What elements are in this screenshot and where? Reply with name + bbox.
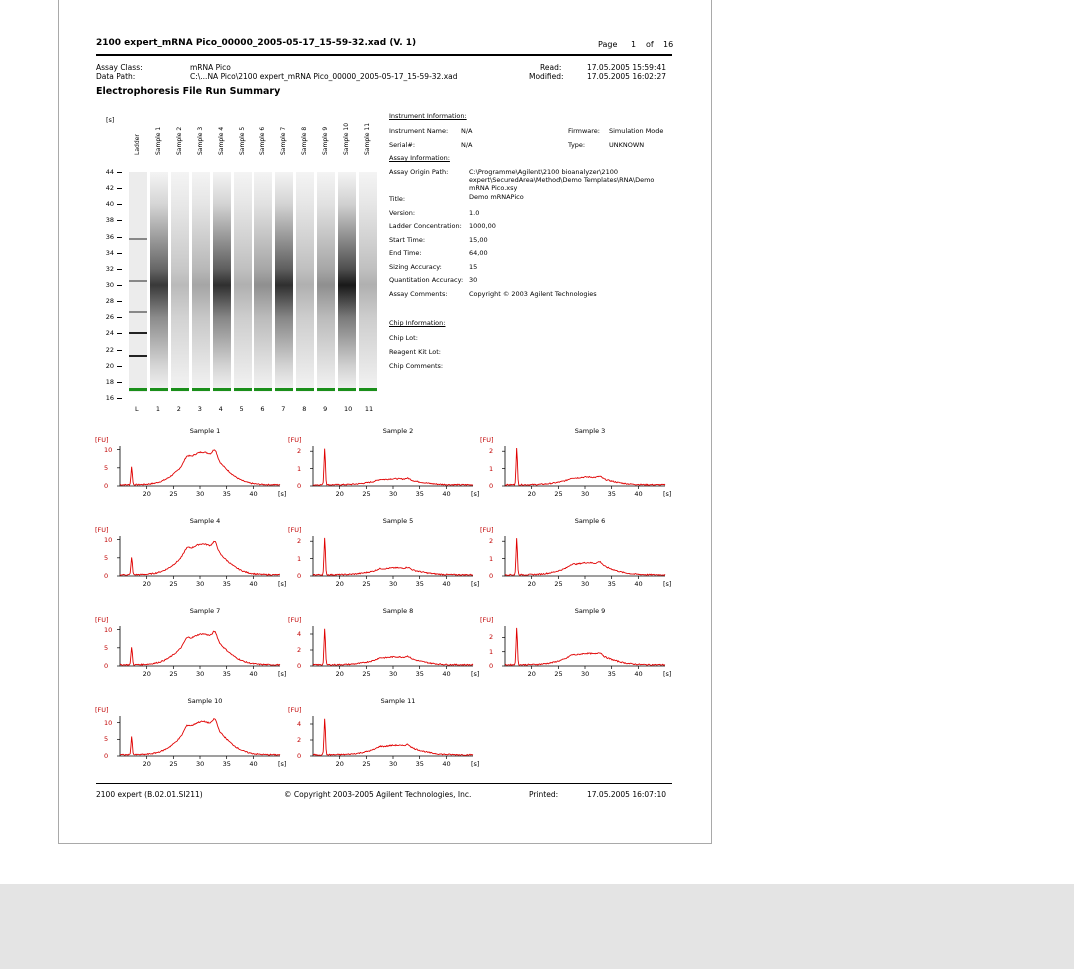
gel-y-tick: [117, 220, 122, 221]
gel-y-tick: [117, 382, 122, 383]
page-number: 1: [631, 40, 637, 49]
gel-lane-label: Sample 3: [196, 126, 204, 155]
gel-lane-id: 2: [176, 405, 181, 413]
gel-y-tick-label: 38: [105, 216, 114, 225]
plot-y-tick-label: 0: [104, 482, 109, 490]
footer-copyright: © Copyright 2003-2005 Agilent Technologies, Inc.: [284, 790, 472, 799]
plot-x-tick-label: 35: [222, 490, 231, 498]
plot-x-tick-label: 40: [249, 490, 258, 498]
electropherogram-plot: [503, 626, 667, 672]
plot-y-tick-label: 0: [489, 572, 494, 580]
type-value: UNKNOWN: [609, 141, 645, 149]
plot-x-tick-label: 25: [554, 670, 563, 678]
plot-x-unit: [s]: [663, 490, 672, 498]
page-label: Page: [598, 40, 618, 49]
version-value: 1.0: [469, 209, 480, 217]
origin-value: C:\Programme\Agilent\2100 bioanalyzer\2100 expert\SecuredArea\Method\Demo Templates\RNA\Demo mRNA Pico.xsy: [469, 168, 655, 192]
plot-trace: [313, 449, 473, 486]
plot-y-tick-label: 1: [489, 647, 494, 656]
plot-x-tick-label: 20: [335, 490, 344, 498]
plot-x-tick-label: 20: [335, 580, 344, 588]
gel-lane-label: Sample 8: [301, 126, 309, 155]
plot-y-tick-label: 10: [104, 718, 113, 727]
plot-x-unit: [s]: [278, 490, 287, 498]
plot-x-tick-label: 20: [335, 760, 344, 768]
electropherogram-plot: [118, 536, 282, 582]
plot-y-tick-label: 4: [297, 630, 302, 638]
gel-lane: [317, 172, 335, 392]
plot-x-tick-label: 30: [581, 670, 590, 678]
plot-title: Sample 6: [574, 517, 606, 525]
sizing-label: Sizing Accuracy:: [389, 263, 442, 271]
plot-trace: [313, 719, 473, 756]
plot-y-tick-label: 4: [297, 720, 302, 728]
plot-x-tick-label: 40: [442, 670, 451, 678]
gel-marker-band: [192, 388, 210, 391]
quant-value: 30: [469, 276, 478, 284]
plot-axes: [505, 446, 665, 486]
plot-title: Sample 1: [189, 427, 221, 435]
plot-trace: [313, 538, 473, 575]
footer-printed-label: Printed:: [529, 790, 559, 799]
ladder-conc-label: Ladder Concentration:: [389, 222, 462, 230]
plot-axes: [313, 716, 473, 756]
plot-y-tick-label: 0: [104, 752, 109, 760]
gel-lane-label: Sample 10: [343, 122, 350, 155]
gel-lane-id: 7: [281, 405, 286, 413]
gel-lane: [234, 172, 252, 392]
gel-marker-band: [254, 388, 272, 391]
gel-lane: [150, 172, 168, 392]
electropherogram-plot: [118, 626, 282, 672]
title-value: Demo mRNAPico: [469, 193, 524, 201]
gel-y-tick-label: 18: [105, 377, 114, 386]
plot-x-tick-label: 40: [634, 490, 643, 498]
gel-lane-label: Sample 9: [322, 126, 330, 155]
page-of: of: [646, 40, 654, 49]
plot-title: Sample 5: [382, 517, 414, 525]
plot-y-tick-label: 10: [104, 535, 113, 544]
assay-comments-value: Copyright © 2003 Agilent Technologies: [469, 290, 597, 298]
ladder-band: [129, 238, 147, 240]
plot-trace: [120, 541, 280, 575]
plot-x-tick-label: 30: [389, 490, 398, 498]
page-total: 16: [663, 40, 674, 49]
gel-lane-id: 1: [155, 405, 161, 413]
gel-lane-id: 5: [239, 405, 244, 413]
gel-y-tick-label: 32: [105, 264, 114, 273]
plot-x-tick-label: 30: [389, 760, 398, 768]
plot-y-unit: [FU]: [95, 526, 109, 534]
plot-x-tick-label: 30: [389, 670, 398, 678]
plot-y-tick-label: 0: [104, 572, 109, 580]
plot-x-tick-label: 25: [362, 670, 371, 678]
gel-lane-label: Sample 4: [217, 126, 225, 155]
plot-x-tick-label: 25: [554, 580, 563, 588]
end-time-value: 64,00: [469, 249, 488, 257]
quant-label: Quantitation Accuracy:: [389, 276, 464, 284]
plot-x-unit: [s]: [663, 580, 672, 588]
plot-y-tick-label: 2: [489, 633, 494, 642]
plot-y-tick-label: 1: [297, 554, 302, 563]
plot-y-tick-label: 5: [104, 463, 109, 472]
version-label: Version:: [389, 209, 416, 217]
plot-y-tick-label: 0: [297, 482, 302, 490]
gel-lane-label: Sample 5: [238, 126, 246, 155]
chip-lot-label: Chip Lot:: [389, 334, 418, 342]
plot-title: Sample 2: [382, 427, 414, 435]
plot-x-tick-label: 20: [335, 670, 344, 678]
plot-x-tick-label: 20: [142, 760, 151, 768]
viewer-bottom-band: [0, 884, 1074, 969]
plot-y-tick-label: 0: [297, 572, 302, 580]
plot-y-tick-label: 2: [297, 537, 302, 546]
plot-x-tick-label: 30: [389, 580, 398, 588]
plot-x-tick-label: 20: [527, 670, 536, 678]
gel-y-tick: [117, 301, 122, 302]
plot-x-tick-label: 40: [442, 490, 451, 498]
gel-lane: [213, 172, 231, 392]
plot-axes: [505, 626, 665, 666]
serial-value: N/A: [461, 141, 473, 149]
plot-x-tick-label: 40: [249, 580, 258, 588]
plot-y-unit: [FU]: [288, 526, 302, 534]
plot-x-unit: [s]: [278, 580, 287, 588]
plot-y-tick-label: 0: [489, 662, 494, 670]
plot-trace: [313, 629, 473, 666]
ladder-band: [129, 311, 147, 313]
plot-x-unit: [s]: [471, 670, 480, 678]
plot-x-tick-label: 20: [142, 580, 151, 588]
gel-y-tick-label: 30: [105, 281, 114, 289]
plot-x-unit: [s]: [471, 490, 480, 498]
end-time-label: End Time:: [389, 249, 422, 257]
header-rule: [96, 54, 672, 56]
gel-y-tick: [117, 237, 122, 238]
plot-trace: [505, 628, 665, 665]
instrument-name-label: Instrument Name:: [389, 127, 449, 135]
firmware-label: Firmware:: [568, 127, 600, 135]
gel-y-tick-label: 20: [105, 361, 114, 370]
firmware-value: Simulation Mode: [609, 127, 664, 135]
plot-x-tick-label: 35: [607, 580, 616, 588]
plot-x-tick-label: 20: [142, 670, 151, 678]
plot-y-tick-label: 2: [489, 537, 494, 546]
plot-x-tick-label: 25: [169, 760, 178, 768]
plot-y-tick-label: 2: [297, 646, 302, 654]
plot-y-tick-label: 1: [489, 554, 494, 563]
plot-y-tick-label: 10: [104, 625, 113, 634]
gel-y-tick: [117, 172, 122, 173]
gel-y-tick-label: 40: [105, 200, 114, 209]
gel-lane: [359, 172, 377, 392]
plot-y-unit: [FU]: [480, 616, 494, 624]
gel-y-tick: [117, 204, 122, 205]
plot-x-tick-label: 40: [442, 580, 451, 588]
gel-y-unit: [s]: [106, 116, 115, 124]
modified-value: 17.05.2005 16:02:27: [587, 72, 667, 81]
plot-x-tick-label: 20: [527, 490, 536, 498]
plot-x-tick-label: 25: [362, 490, 371, 498]
gel-marker-band: [129, 388, 147, 391]
plot-y-tick-label: 5: [104, 553, 109, 562]
serial-label: Serial#:: [389, 141, 416, 149]
plot-x-tick-label: 20: [142, 490, 151, 498]
gel-marker-band: [213, 388, 231, 391]
plot-x-unit: [s]: [471, 580, 480, 588]
gel-y-tick-label: 22: [105, 345, 114, 354]
plot-x-tick-label: 35: [415, 580, 424, 588]
gel-lane-id: 6: [260, 405, 265, 413]
plot-y-tick-label: 0: [104, 662, 109, 670]
gel-y-tick: [117, 188, 122, 189]
plot-x-tick-label: 25: [169, 490, 178, 498]
plot-trace: [505, 448, 665, 485]
plot-title: Sample 4: [189, 517, 221, 525]
plot-x-tick-label: 35: [222, 760, 231, 768]
plot-title: Sample 7: [189, 607, 221, 615]
plot-x-tick-label: 40: [634, 580, 643, 588]
gel-marker-band: [296, 388, 314, 391]
plot-x-tick-label: 30: [581, 580, 590, 588]
plot-x-tick-label: 30: [581, 490, 590, 498]
plot-trace: [120, 631, 280, 665]
plot-x-tick-label: 25: [169, 670, 178, 678]
sizing-value: 15: [469, 263, 478, 271]
electropherogram-plot: [503, 536, 667, 582]
gel-y-tick-label: 26: [105, 313, 114, 322]
gel-y-tick-label: 28: [105, 297, 114, 306]
plot-y-tick-label: 1: [489, 464, 494, 473]
gel-lane-id: L: [135, 405, 139, 413]
plot-y-tick-label: 5: [104, 643, 109, 652]
plot-y-unit: [FU]: [95, 616, 109, 624]
gel-lane-id: 8: [302, 405, 307, 413]
gel-y-tick-label: 24: [105, 329, 114, 338]
gel-lane-label: Sample 2: [175, 126, 183, 155]
section-title: Electrophoresis File Run Summary: [96, 86, 281, 97]
instrument-name-value: N/A: [461, 127, 473, 135]
gel-y-tick: [117, 317, 122, 318]
plot-x-tick-label: 30: [196, 490, 205, 498]
ladder-conc-value: 1000,00: [469, 222, 496, 230]
assay-class-label: Assay Class:: [96, 63, 143, 72]
plot-x-tick-label: 35: [607, 670, 616, 678]
title-label: Title:: [389, 195, 406, 203]
electropherogram-plot: [118, 446, 282, 492]
plot-x-tick-label: 30: [196, 670, 205, 678]
gel-lane-label: Ladder: [134, 134, 141, 155]
plot-x-tick-label: 35: [607, 490, 616, 498]
plot-x-unit: [s]: [471, 760, 480, 768]
plot-axes: [313, 446, 473, 486]
electropherogram-plot: [311, 626, 475, 672]
plot-x-tick-label: 30: [196, 760, 205, 768]
plot-x-tick-label: 25: [554, 490, 563, 498]
gel-y-tick-label: 44: [105, 168, 114, 176]
plot-axes: [120, 446, 280, 486]
plot-axes: [313, 536, 473, 576]
plot-x-tick-label: 35: [222, 670, 231, 678]
plot-x-tick-label: 25: [362, 760, 371, 768]
start-time-value: 15,00: [469, 236, 488, 244]
plot-x-tick-label: 30: [196, 580, 205, 588]
plot-x-tick-label: 35: [222, 580, 231, 588]
modified-label: Modified:: [529, 72, 564, 81]
gel-y-tick-label: 16: [105, 394, 114, 402]
assay-heading: Assay Information:: [389, 154, 450, 162]
plot-y-tick-label: 0: [489, 482, 494, 490]
origin-label: Assay Origin Path:: [389, 168, 449, 176]
plot-y-unit: [FU]: [288, 616, 302, 624]
plot-y-unit: [FU]: [288, 706, 302, 714]
gel-lane-id: 11: [364, 405, 374, 413]
plot-y-unit: [FU]: [480, 436, 494, 444]
gel-y-tick: [117, 269, 122, 270]
gel-marker-band: [359, 388, 377, 391]
plot-x-tick-label: 40: [249, 760, 258, 768]
plot-x-unit: [s]: [278, 670, 287, 678]
electropherogram-plot: [311, 536, 475, 582]
plot-trace: [120, 450, 280, 485]
electropherogram-plot: [503, 446, 667, 492]
data-path-value: C:\...NA Pico\2100 expert_mRNA Pico_00000_2005-05-17_15-59-32.xad: [190, 72, 458, 81]
electropherogram-plot: [311, 446, 475, 492]
gel-marker-band: [338, 388, 356, 391]
read-value: 17.05.2005 15:59:41: [587, 63, 667, 72]
read-label: Read:: [540, 63, 562, 72]
gel-marker-band: [150, 388, 168, 391]
gel-marker-band: [317, 388, 335, 391]
plot-x-tick-label: 35: [415, 490, 424, 498]
plot-y-unit: [FU]: [288, 436, 302, 444]
plot-x-tick-label: 35: [415, 670, 424, 678]
plot-y-unit: [FU]: [95, 706, 109, 714]
gel-lane-label: Sample 7: [280, 126, 288, 155]
reagent-lot-label: Reagent Kit Lot:: [389, 348, 441, 356]
plot-x-unit: [s]: [278, 760, 287, 768]
gel-y-tick-label: 34: [105, 248, 114, 257]
plot-y-tick-label: 2: [297, 447, 302, 456]
gel-lane: [254, 172, 272, 392]
footer-software: 2100 expert (B.02.01.SI211): [96, 790, 203, 799]
type-label: Type:: [568, 141, 586, 149]
ladder-band: [129, 332, 147, 334]
assay-comments-label: Assay Comments:: [389, 290, 448, 298]
plot-x-tick-label: 20: [527, 580, 536, 588]
plot-trace: [505, 538, 665, 575]
plot-axes: [120, 626, 280, 666]
gel-y-tick: [117, 253, 122, 254]
gel-marker-band: [275, 388, 293, 391]
gel-y-tick-label: 36: [105, 232, 114, 241]
plot-y-tick-label: 0: [297, 752, 302, 760]
plot-x-tick-label: 25: [362, 580, 371, 588]
gel-y-tick: [117, 398, 122, 399]
chip-heading: Chip Information:: [389, 319, 446, 327]
gel-marker-band: [171, 388, 189, 391]
gel-lane-id: 4: [218, 405, 223, 413]
gel-lane-label: Sample 6: [259, 126, 267, 155]
plot-y-unit: [FU]: [95, 436, 109, 444]
gel-lane-id: 3: [197, 405, 202, 413]
start-time-label: Start Time:: [389, 236, 426, 244]
footer-rule: [96, 783, 672, 784]
gel-lane-id: 10: [344, 405, 353, 413]
plot-y-tick-label: 2: [297, 736, 302, 744]
data-path-label: Data Path:: [96, 72, 136, 81]
electropherogram-plot: [311, 716, 475, 762]
plot-x-tick-label: 25: [169, 580, 178, 588]
plot-x-tick-label: 35: [415, 760, 424, 768]
gel-y-tick: [117, 333, 122, 334]
gel-lane: [338, 172, 356, 392]
ladder-band: [129, 355, 147, 357]
plot-axes: [313, 626, 473, 666]
instrument-heading: Instrument Information:: [389, 112, 467, 120]
plot-y-unit: [FU]: [480, 526, 494, 534]
gel-lane-label: Sample 11: [363, 122, 371, 155]
file-title: 2100 expert_mRNA Pico_00000_2005-05-17_15-59-32.xad (V. 1): [96, 38, 417, 48]
plot-axes: [505, 536, 665, 576]
plot-x-tick-label: 40: [634, 670, 643, 678]
gel-lane: [296, 172, 314, 392]
gel-y-tick: [117, 350, 122, 351]
gel-y-tick: [117, 285, 122, 286]
gel-lane: [275, 172, 293, 392]
plot-x-tick-label: 40: [249, 670, 258, 678]
gel-y-tick: [117, 366, 122, 367]
ladder-band: [129, 280, 147, 282]
plot-y-tick-label: 2: [489, 447, 494, 456]
plot-title: Sample 8: [382, 607, 414, 615]
plot-title: Sample 10: [187, 697, 223, 705]
assay-class-value: mRNA Pico: [190, 63, 231, 72]
plot-title: Sample 3: [574, 427, 606, 435]
gel-lane-id: 9: [323, 405, 328, 413]
plot-title: Sample 9: [574, 607, 606, 615]
gel-lane: [192, 172, 210, 392]
gel-marker-band: [234, 388, 252, 391]
gel-lane-label: Sample 1: [154, 126, 162, 155]
plot-y-tick-label: 1: [297, 464, 302, 473]
electropherogram-plot: [118, 716, 282, 762]
plot-trace: [120, 719, 280, 756]
chip-comments-label: Chip Comments:: [389, 362, 444, 370]
plot-axes: [120, 536, 280, 576]
plot-title: Sample 11: [380, 697, 416, 705]
plot-x-tick-label: 40: [442, 760, 451, 768]
plot-y-tick-label: 5: [104, 735, 109, 744]
footer-printed-value: 17.05.2005 16:07:10: [587, 790, 667, 799]
gel-lane: [171, 172, 189, 392]
gel-y-tick-label: 42: [105, 184, 114, 193]
plot-x-unit: [s]: [663, 670, 672, 678]
plot-y-tick-label: 10: [104, 445, 113, 454]
plot-y-tick-label: 0: [297, 662, 302, 670]
